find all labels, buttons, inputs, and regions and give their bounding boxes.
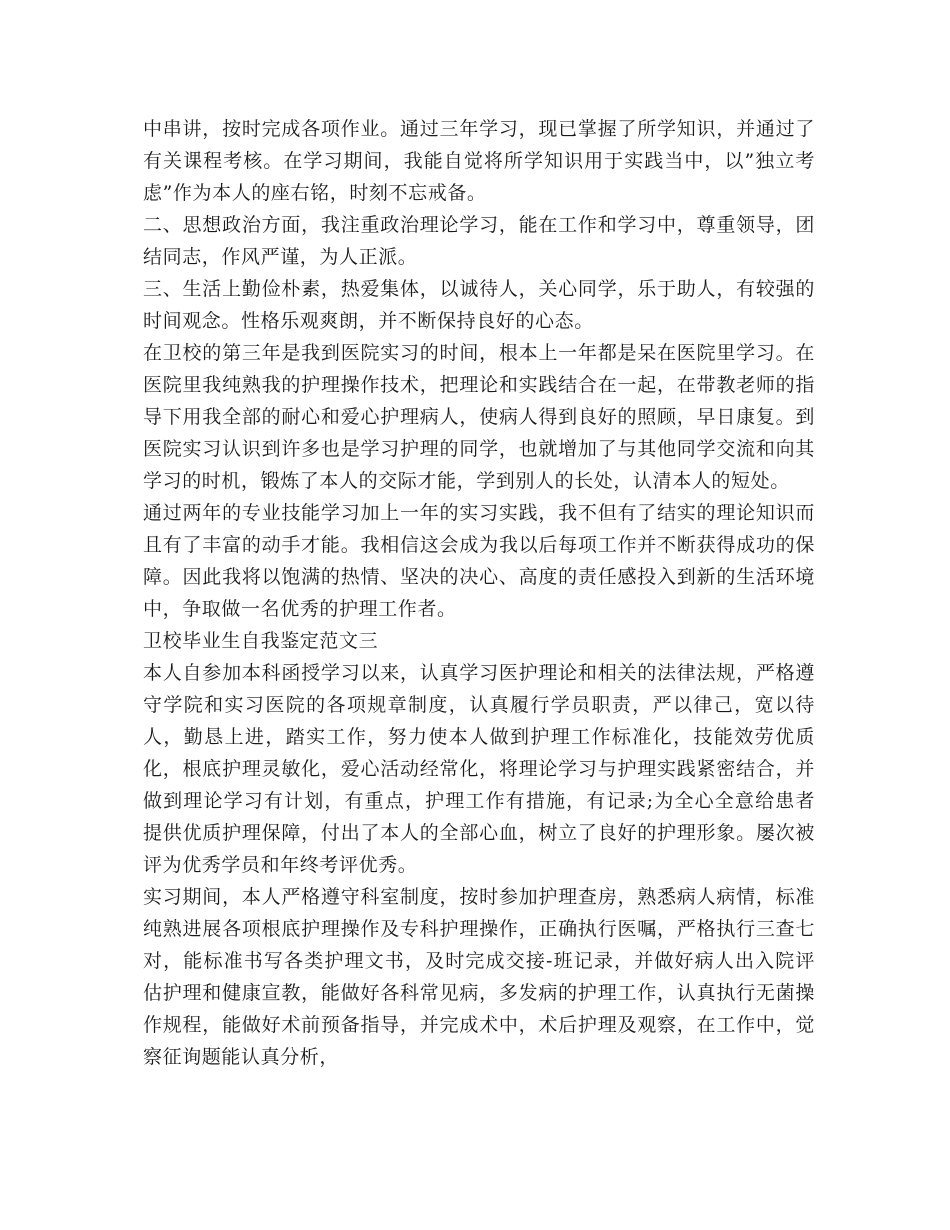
paragraph-study-summary: 中串讲，按时完成各项作业。通过三年学习，现已掌握了所学知识，并通过了有关课程考核。在学习期间，我能自觉将所学知识用于实践当中，以”独立考虑”作为本人的座右铭，时刻不忘戒备。 (143, 118, 815, 204)
section-heading: 卫校毕业生自我鉴定范文三 (143, 630, 379, 652)
paragraph-life-attitude: 三、生活上勤俭朴素，热爱集体，以诚待人，关心同学，乐于助人，有较强的时间观念。性格乐观爽朗，并不断保持良好的心态。 (143, 278, 815, 332)
paragraph-skills-conclusion: 通过两年的专业技能学习加上一年的实习实践，我不但有了结实的理论知识而且有了丰富的动手才能。我相信这会成为我以后每项工作并不断获得成功的保障。因此我将以饱满的热情、坚决的决心、高度的责任感投入到新的生活环境中，争取做一名优秀的护理工作者。 (143, 502, 815, 620)
paragraph-correspondence-study: 本人自参加本科函授学习以来，认真学习医护理论和相关的法律法规，严格遵守学院和实习医院的各项规章制度，认真履行学员职责，严以律己，宽以待人，勤恳上进，踏实工作，努力使本人做到护理工作标准化，技能效劳优质化，根底护理灵敏化，爱心活动经常化，将理论学习与护理实践紧密结合，并做到理论学习有计划，有重点，护理工作有措施，有记录;为全心全意给患者提供优质护理保障，付出了本人的全部心血，树立了良好的护理形象。屡次被评为优秀学员和年终考评优秀。 (143, 662, 815, 876)
document-body (143, 113, 815, 1073)
paragraph-internship-duties: 实习期间，本人严格遵守科室制度，按时参加护理查房，熟悉病人病情，标准纯熟进展各项根底护理操作及专科护理操作，正确执行医嘱，严格执行三查七对，能标准书写各类护理文书，及时完成交接-班记录，并做好病人出入院评估护理和健康宣教，能做好各科常见病，多发病的护理工作，认真执行无菌操作规程，能做好术前预备指导，并完成术中，术后护理及观察，在工作中，觉察征询题能认真分析， (143, 886, 815, 1068)
paragraph-hospital-internship: 在卫校的第三年是我到医院实习的时间，根本上一年都是呆在医院里学习。在医院里我纯熟我的护理操作技术，把理论和实践结合在一起，在带教老师的指导下用我全部的耐心和爱心护理病人，使病人得到良好的照顾，早日康复。到医院实习认识到许多也是学习护理的同学，也就增加了与其他同学交流和向其学习的时机，锻炼了本人的交际才能，学到别人的长处，认清本人的短处。 (143, 342, 815, 492)
paragraph-political-thought: 二、思想政治方面，我注重政治理论学习，能在工作和学习中，尊重领导，团结同志，作风严谨，为人正派。 (143, 214, 815, 268)
